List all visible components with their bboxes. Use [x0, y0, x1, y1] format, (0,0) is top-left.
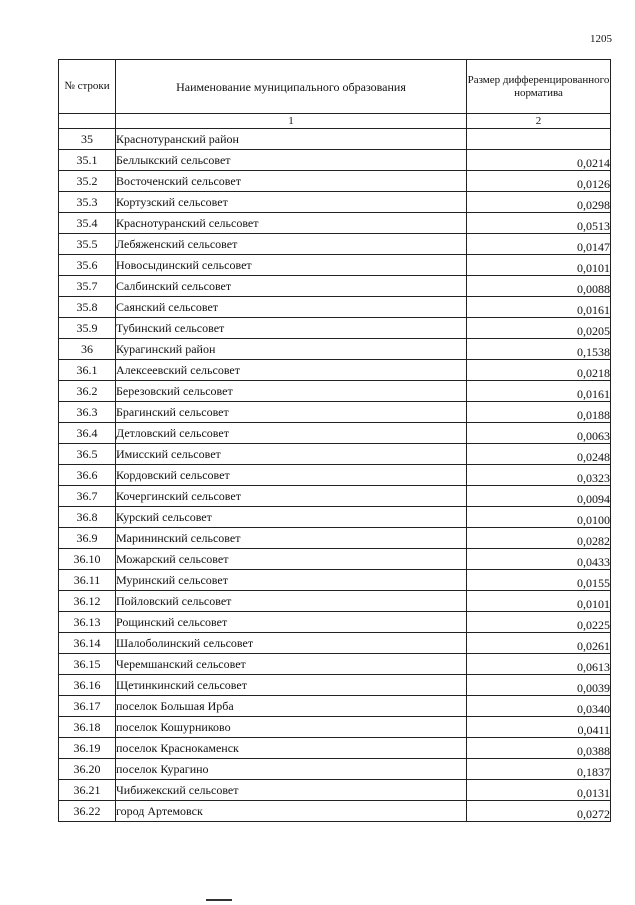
- table-row: [59, 444, 611, 465]
- normative-value-cell: 0,0218: [467, 360, 611, 381]
- row-number-cell: 36.4: [59, 423, 116, 444]
- table-row: [59, 528, 611, 549]
- municipality-name-cell: Краснотуранский сельсовет: [116, 213, 467, 234]
- normative-value-cell: 0,0147: [467, 234, 611, 255]
- table-row: [59, 381, 611, 402]
- municipality-name-cell: Пойловский сельсовет: [116, 591, 467, 612]
- municipality-name-cell: Курский сельсовет: [116, 507, 467, 528]
- row-number-cell: 36.5: [59, 444, 116, 465]
- row-number-cell: 35.2: [59, 171, 116, 192]
- table-row: [59, 213, 611, 234]
- table-header-row: [59, 60, 611, 114]
- normative-value-cell: 0,1837: [467, 759, 611, 780]
- normative-value-cell: 0,0205: [467, 318, 611, 339]
- row-number-cell: 36: [59, 339, 116, 360]
- column-index-row: [59, 114, 611, 129]
- normative-value-cell: 0,0161: [467, 381, 611, 402]
- header-row-number: № строки: [59, 60, 116, 114]
- municipality-name-cell: Беллыкский сельсовет: [116, 150, 467, 171]
- normative-value-cell: 0,0088: [467, 276, 611, 297]
- page-number: 1205: [590, 33, 612, 45]
- row-number-cell: 36.6: [59, 465, 116, 486]
- normative-value-cell: 0,0161: [467, 297, 611, 318]
- table-row: [59, 570, 611, 591]
- row-number-cell: 36.7: [59, 486, 116, 507]
- header-name: Наименование муниципального образования: [116, 60, 467, 114]
- row-number-cell: 35.7: [59, 276, 116, 297]
- table-row: [59, 129, 611, 150]
- row-number-cell: 35.6: [59, 255, 116, 276]
- normative-value-cell: 0,0272: [467, 801, 611, 822]
- row-number-cell: 36.12: [59, 591, 116, 612]
- normative-value-cell: 0,0261: [467, 633, 611, 654]
- normative-value-cell: 0,0323: [467, 465, 611, 486]
- table-row: [59, 318, 611, 339]
- table-row: [59, 171, 611, 192]
- municipality-name-cell: Рощинский сельсовет: [116, 612, 467, 633]
- municipality-name-cell: Муринский сельсовет: [116, 570, 467, 591]
- normative-value-cell: 0,0155: [467, 570, 611, 591]
- municipality-name-cell: Можарский сельсовет: [116, 549, 467, 570]
- normative-value-cell: 0,0126: [467, 171, 611, 192]
- municipality-name-cell: Брагинский сельсовет: [116, 402, 467, 423]
- municipality-name-cell: Кордовский сельсовет: [116, 465, 467, 486]
- municipality-name-cell: Кортузский сельсовет: [116, 192, 467, 213]
- municipality-name-cell: Тубинский сельсовет: [116, 318, 467, 339]
- table-row: [59, 591, 611, 612]
- normative-value-cell: 0,0188: [467, 402, 611, 423]
- normative-value-cell: 0,0513: [467, 213, 611, 234]
- row-number-cell: 36.14: [59, 633, 116, 654]
- row-number-cell: 35.3: [59, 192, 116, 213]
- table-row: [59, 423, 611, 444]
- municipality-name-cell: Краснотуранский район: [116, 129, 467, 150]
- municipality-name-cell: Чибижекский сельсовет: [116, 780, 467, 801]
- table-row: [59, 507, 611, 528]
- row-number-cell: 36.21: [59, 780, 116, 801]
- row-number-cell: 36.19: [59, 738, 116, 759]
- normative-value-cell: 0,0039: [467, 675, 611, 696]
- municipality-name-cell: Курагинский район: [116, 339, 467, 360]
- normative-value-cell: 0,0225: [467, 612, 611, 633]
- municipality-name-cell: город Артемовск: [116, 801, 467, 822]
- normative-value-cell: 0,0388: [467, 738, 611, 759]
- row-number-cell: 36.1: [59, 360, 116, 381]
- normative-value-cell: 0,0094: [467, 486, 611, 507]
- municipality-name-cell: Марининский сельсовет: [116, 528, 467, 549]
- table-row: [59, 696, 611, 717]
- table-row: [59, 759, 611, 780]
- table-row: [59, 486, 611, 507]
- normative-value-cell: 0,0063: [467, 423, 611, 444]
- row-number-cell: 36.13: [59, 612, 116, 633]
- municipality-name-cell: поселок Краснокаменск: [116, 738, 467, 759]
- table-row: [59, 612, 611, 633]
- table-row: [59, 297, 611, 318]
- normative-value-cell: 0,1538: [467, 339, 611, 360]
- row-number-cell: 35: [59, 129, 116, 150]
- column-index-0: [59, 114, 116, 129]
- normative-value-cell: 0,0411: [467, 717, 611, 738]
- row-number-cell: 36.8: [59, 507, 116, 528]
- table-row: [59, 633, 611, 654]
- normatives-table: [58, 59, 611, 822]
- row-number-cell: 36.9: [59, 528, 116, 549]
- row-number-cell: 36.10: [59, 549, 116, 570]
- header-value: Размер дифференцированного норматива: [467, 60, 611, 114]
- column-index-1: 1: [116, 114, 467, 129]
- row-number-cell: 36.11: [59, 570, 116, 591]
- row-number-cell: 35.8: [59, 297, 116, 318]
- column-index-2: 2: [467, 114, 611, 129]
- table-row: [59, 255, 611, 276]
- municipality-name-cell: Салбинский сельсовет: [116, 276, 467, 297]
- municipality-name-cell: Алексеевский сельсовет: [116, 360, 467, 381]
- row-number-cell: 36.17: [59, 696, 116, 717]
- row-number-cell: 36.16: [59, 675, 116, 696]
- table-row: [59, 738, 611, 759]
- municipality-name-cell: Имисский сельсовет: [116, 444, 467, 465]
- normative-value-cell: 0,0214: [467, 150, 611, 171]
- row-number-cell: 35.9: [59, 318, 116, 339]
- table-row: [59, 360, 611, 381]
- normative-value-cell: [467, 129, 611, 150]
- municipality-name-cell: поселок Большая Ирба: [116, 696, 467, 717]
- table-row: [59, 465, 611, 486]
- table-body: [59, 129, 611, 822]
- row-number-cell: 36.18: [59, 717, 116, 738]
- table-row: [59, 717, 611, 738]
- normative-value-cell: 0,0131: [467, 780, 611, 801]
- row-number-cell: 36.22: [59, 801, 116, 822]
- municipality-name-cell: Детловский сельсовет: [116, 423, 467, 444]
- table-row: [59, 780, 611, 801]
- row-number-cell: 36.2: [59, 381, 116, 402]
- normative-value-cell: 0,0101: [467, 591, 611, 612]
- table-row: [59, 801, 611, 822]
- footer-mark: [206, 899, 232, 901]
- row-number-cell: 35.4: [59, 213, 116, 234]
- municipality-name-cell: Лебяженский сельсовет: [116, 234, 467, 255]
- table-row: [59, 549, 611, 570]
- table-row: [59, 675, 611, 696]
- municipality-name-cell: Новосыдинский сельсовет: [116, 255, 467, 276]
- normative-value-cell: 0,0298: [467, 192, 611, 213]
- row-number-cell: 36.20: [59, 759, 116, 780]
- normative-value-cell: 0,0248: [467, 444, 611, 465]
- row-number-cell: 35.5: [59, 234, 116, 255]
- row-number-cell: 35.1: [59, 150, 116, 171]
- normative-value-cell: 0,0100: [467, 507, 611, 528]
- row-number-cell: 36.15: [59, 654, 116, 675]
- municipality-name-cell: поселок Курагино: [116, 759, 467, 780]
- normative-value-cell: 0,0101: [467, 255, 611, 276]
- table-row: [59, 192, 611, 213]
- table-row: [59, 402, 611, 423]
- normative-value-cell: 0,0340: [467, 696, 611, 717]
- table-row: [59, 654, 611, 675]
- table-row: [59, 339, 611, 360]
- municipality-name-cell: Щетинкинский сельсовет: [116, 675, 467, 696]
- normative-value-cell: 0,0282: [467, 528, 611, 549]
- row-number-cell: 36.3: [59, 402, 116, 423]
- table-row: [59, 234, 611, 255]
- municipality-name-cell: Черемшанский сельсовет: [116, 654, 467, 675]
- municipality-name-cell: Саянский сельсовет: [116, 297, 467, 318]
- table-row: [59, 150, 611, 171]
- municipality-name-cell: Шалоболинский сельсовет: [116, 633, 467, 654]
- municipality-name-cell: Кочергинский сельсовет: [116, 486, 467, 507]
- municipality-name-cell: Березовский сельсовет: [116, 381, 467, 402]
- municipality-name-cell: поселок Кошурниково: [116, 717, 467, 738]
- normative-value-cell: 0,0433: [467, 549, 611, 570]
- municipality-name-cell: Восточенский сельсовет: [116, 171, 467, 192]
- normative-value-cell: 0,0613: [467, 654, 611, 675]
- table-row: [59, 276, 611, 297]
